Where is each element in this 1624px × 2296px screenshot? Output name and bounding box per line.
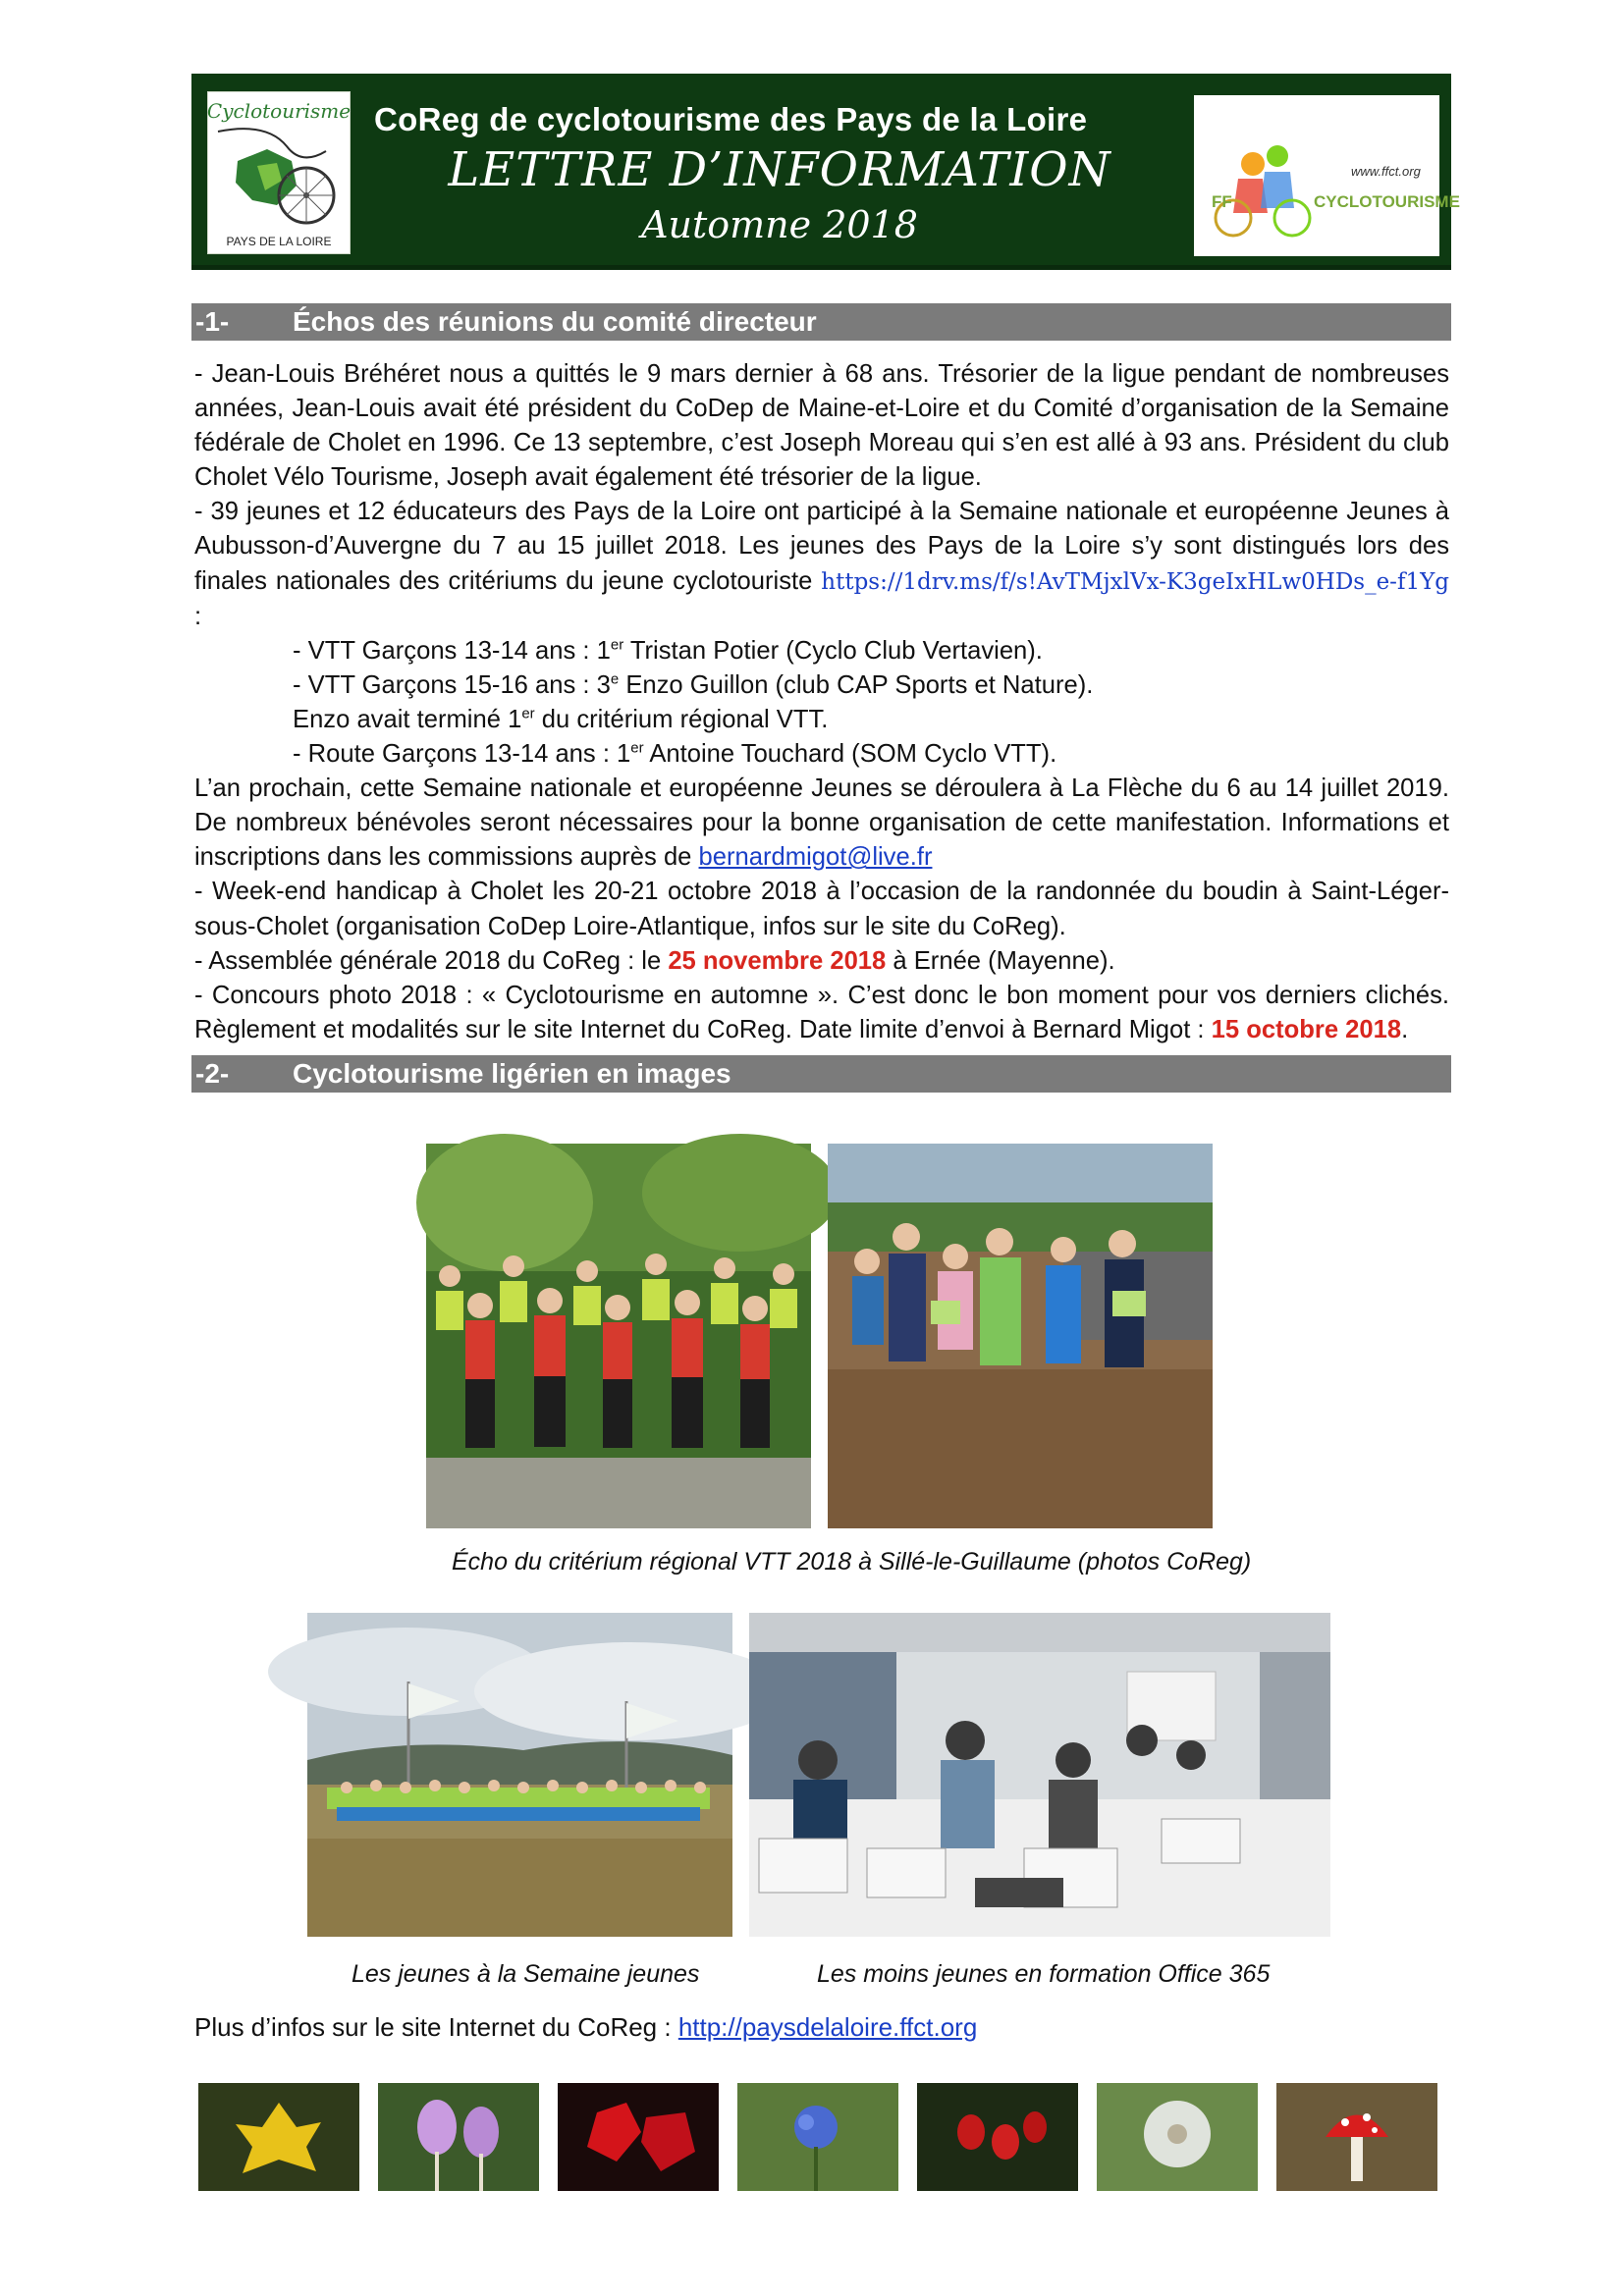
- photo-award-ceremony: [828, 1144, 1213, 1528]
- section-1-body: [194, 357, 1449, 1047]
- contest-text: - Concours photo 2018 : « Cyclotourisme en automne ». C’est donc le bon moment pour vos derniers clichés. Règlement et modalités sur le site Internet du CoReg. Date limite d’envoi à Bernard Migot :: [194, 981, 1449, 1043]
- result-text: - Route Garçons 13-14 ans : 1: [293, 740, 631, 769]
- ag-text: à Ernée (Mayenne).: [886, 946, 1115, 975]
- more-info-line: [194, 2012, 977, 2043]
- website-link[interactable]: http://paysdelaloire.ffct.org: [677, 2012, 978, 2042]
- thumbnail-mushroom: [1276, 2083, 1437, 2191]
- result-item: [194, 668, 1449, 703]
- svg-text:www.ffct.org: www.ffct.org: [1351, 164, 1421, 179]
- svg-text:PAYS DE LA LOIRE: PAYS DE LA LOIRE: [226, 235, 332, 248]
- thumbnail-purple-crocus: [378, 2083, 539, 2191]
- la-fleche-text: L’an prochain, cette Semaine nationale et européenne Jeunes se déroulera à La Flèche du 6 au 14 juillet 2019. De nombreux bénévoles seront nécessaires pour la bonne organisation de cette manifestation. Informations et inscriptions dans les commissions auprès de: [194, 774, 1449, 872]
- caption-semaine-jeunes: Les jeunes à la Semaine jeunes: [352, 1960, 700, 1988]
- result-text: Enzo avait terminé 1: [293, 705, 522, 733]
- svg-text:CYCLOTOURISME: CYCLOTOURISME: [1314, 192, 1460, 211]
- section-2-title: Cyclotourisme ligérien en images: [293, 1058, 731, 1089]
- thumbnail-red-berries: [917, 2083, 1078, 2191]
- colon: :: [194, 602, 202, 630]
- photo-vtt-group: [426, 1144, 811, 1528]
- paragraph-la-fleche: [194, 772, 1449, 875]
- ffct-logo: [1194, 95, 1460, 256]
- section-1-number: -1-: [195, 306, 230, 337]
- caption-criterium: Écho du critérium régional VTT 2018 à Sillé-le-Guillaume (photos CoReg): [452, 1548, 1252, 1575]
- result-text: - VTT Garçons 15-16 ans : 3: [293, 670, 611, 699]
- criteriums-results-link[interactable]: https://1drv.ms/f/s!AvTMjxlVx-K3geIxHLw0HDs_e-f1Yg: [821, 568, 1449, 595]
- section-2-header: [191, 1055, 1451, 1093]
- contest-deadline: 15 octobre 2018: [1211, 1015, 1402, 1043]
- cyclotourisme-pays-de-la-loire-logo: [207, 91, 351, 254]
- photo-office-365-training: [749, 1613, 1330, 1937]
- svg-text:Cyclotourisme: Cyclotourisme: [206, 99, 352, 123]
- newsletter-header: [191, 74, 1460, 270]
- paragraph-semaine-jeunes: [194, 495, 1449, 633]
- ordinal-suffix: er: [630, 739, 644, 757]
- organization-name: CoReg de cyclotourisme des Pays de la Loire: [374, 101, 1088, 137]
- ordinal-suffix: e: [610, 670, 620, 688]
- paragraph-handicap-weekend: - Week-end handicap à Cholet les 20-21 octobre 2018 à l’occasion de la randonnée du boudin à Saint-Léger-sous-Cholet (organisation CoDep Loire-Atlantique, infos sur le site du CoReg).: [194, 878, 1449, 940]
- ag-text: - Assemblée générale 2018 du CoReg : le: [194, 946, 669, 975]
- result-item: [194, 634, 1449, 668]
- thumbnail-dandelion: [1097, 2083, 1258, 2191]
- svg-text:FF: FF: [1212, 192, 1232, 211]
- result-text: Enzo Guillon (club CAP Sports et Nature).: [619, 670, 1094, 699]
- paragraph-obituaries: - Jean-Louis Bréhéret nous a quittés le 9 mars dernier à 68 ans. Trésorier de la ligue pendant de nombreuses années, Jean-Louis avait été président du CoDep de Maine-et-Loire et du Comité d’organisation de la Semaine fédérale de Cholet en 1996. Ce 13 septembre, c’est Joseph Moreau qui s’en est allé à 93 ans. Président du club Cholet Vélo Tourisme, Joseph avait également été trésorier de la ligue.: [194, 360, 1449, 492]
- thumbnail-yellow-leaf: [198, 2083, 359, 2191]
- section-1-title: Échos des réunions du comité directeur: [293, 306, 817, 337]
- newsletter-season: Automne 2018: [641, 203, 918, 246]
- result-note: [194, 703, 1449, 737]
- newsletter-title: LETTRE D’INFORMATION: [448, 142, 1111, 197]
- result-item: [194, 737, 1449, 772]
- result-text: Tristan Potier (Cyclo Club Vertavien).: [623, 636, 1043, 665]
- ag-date: 25 novembre 2018: [668, 946, 887, 975]
- paragraph-photo-contest: [194, 979, 1449, 1047]
- ordinal-suffix: er: [610, 636, 624, 654]
- more-info-text: Plus d’infos sur le site Internet du CoReg :: [194, 2012, 678, 2042]
- result-text: du critérium régional VTT.: [534, 705, 829, 733]
- thumbnail-blue-flower: [737, 2083, 898, 2191]
- result-text: Antoine Touchard (SOM Cyclo VTT).: [643, 740, 1057, 769]
- photo-semaine-jeunes: [307, 1613, 732, 1937]
- thumbnail-red-leaves: [558, 2083, 719, 2191]
- contest-text: .: [1401, 1015, 1409, 1043]
- result-text: - VTT Garçons 13-14 ans : 1: [293, 636, 611, 665]
- section-2-number: -2-: [195, 1058, 230, 1089]
- paragraph-assemblee-generale: [194, 944, 1449, 979]
- section-1-header: [191, 303, 1451, 341]
- caption-office-365: Les moins jeunes en formation Office 365: [817, 1960, 1271, 1988]
- semaine-jeunes-text: - 39 jeunes et 12 éducateurs des Pays de la Loire ont participé à la Semaine nationale et européenne Jeunes à Aubusson-d’Auvergne du 7 au 15 juillet 2018. Les jeunes des Pays de la Loire s’y sont distingués lors des finales nationales des critériums du jeune cyclotouriste: [194, 498, 1449, 595]
- email-link[interactable]: bernardmigot@live.fr: [698, 843, 933, 872]
- ordinal-suffix: er: [521, 705, 535, 722]
